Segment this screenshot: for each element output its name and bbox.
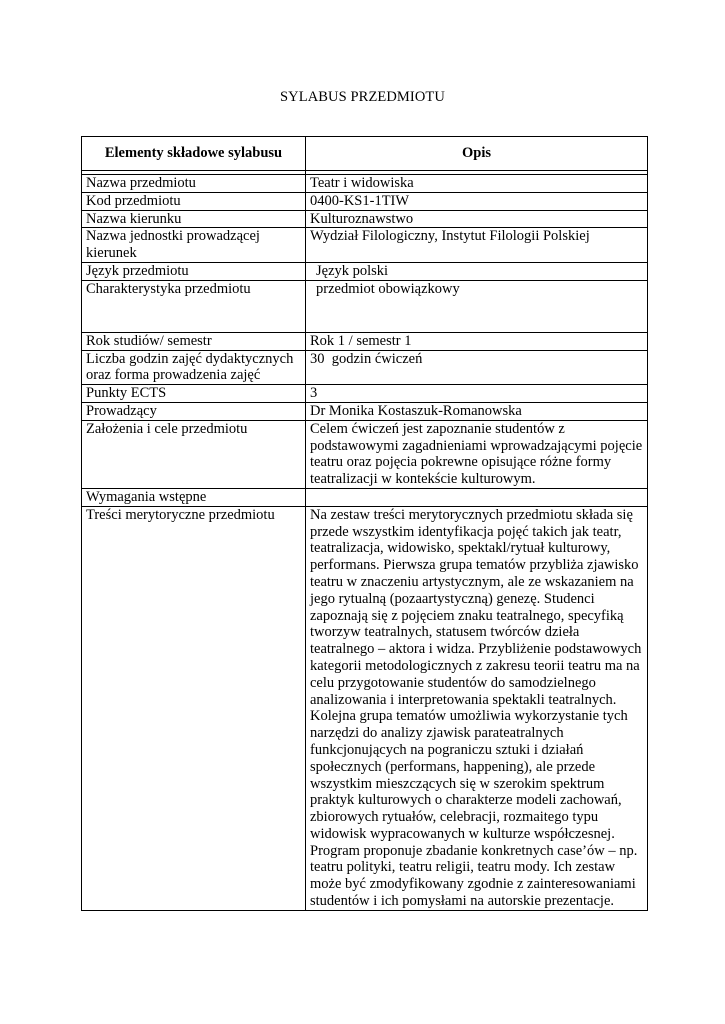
row-label-content: Treści merytoryczne przedmiotu: [82, 506, 306, 910]
row-label-course-name: Nazwa przedmiotu: [82, 175, 306, 193]
row-label-hours: Liczba godzin zajęć dydaktycznych oraz forma prowadzenia zajęć: [82, 350, 306, 385]
table-row: [82, 210, 648, 228]
table-row: [82, 420, 648, 488]
row-label-language: Język przedmiotu: [82, 262, 306, 280]
row-label-unit: Nazwa jednostki prowadzącej kierunek: [82, 228, 306, 263]
row-value-course-name: Teatr i widowiska: [306, 175, 648, 193]
row-value-hours: 30 godzin ćwiczeń: [306, 350, 648, 385]
row-label-lecturer: Prowadzący: [82, 402, 306, 420]
table-row: [82, 228, 648, 263]
row-label-field: Nazwa kierunku: [82, 210, 306, 228]
row-value-unit: Wydział Filologiczny, Instytut Filologii Polskiej: [306, 228, 648, 263]
table-row: [82, 488, 648, 506]
row-value-field: Kulturoznawstwo: [306, 210, 648, 228]
table-row: [82, 262, 648, 280]
row-value-language: Język polski: [306, 262, 648, 280]
row-value-characteristics: przedmiot obowiązkowy: [306, 280, 648, 332]
row-label-characteristics: Charakterystyka przedmiotu: [82, 280, 306, 332]
row-value-ects: 3: [306, 385, 648, 403]
content-paragraph-3: Program proponuje zbadanie konkretnych case’ów – np. teatru polityki, teatru religii, teatru mody. Ich zestaw może być zmodyfikowany zgodnie z zainteresowaniami studentów i ich pomysłami na autorskie prezentacje.: [310, 842, 638, 910]
table-row: [82, 385, 648, 403]
row-label-year-semester: Rok studiów/ semestr: [82, 332, 306, 350]
table-row: [82, 350, 648, 385]
header-elements: Elementy składowe sylabusu: [82, 137, 306, 171]
row-label-ects: Punkty ECTS: [82, 385, 306, 403]
content-paragraph-2: Kolejna grupa tematów umożliwia wykorzystanie tych narzędzi do analizy zjawisk parateatralnych funkcjonujących na pograniczu sztuki i działań społecznych (performans, happening), ale przede wszystkim mieszczących się w szerokim spektrum praktyk kulturowych o charakterze modeli zachowań, zbiorowych rytuałów, celebracji, rozmaitego typu widowisk wypracowanych w kulturze współczesnej.: [310, 708, 628, 842]
row-value-content: [306, 506, 648, 910]
table-row: [82, 280, 648, 332]
content-paragraph-1: Na zestaw treści merytorycznych przedmiotu składa się przede wszystkim identyfikacja pojęć takich jak teatr, teatralizacja, widowisko, spektakl/rytuał kulturowy, performans. Pierwsza grupa tematów przybliża zjawisko teatru w znaczeniu artystycznym, ale ze wskazaniem na jego rytualną (pozaartystyczną) genezę. Studenci zapoznają się z pojęciem znaku teatralnego, specyfiką tworzyw teatralnych, statusem twórców dzieła teatralnego – aktora i widza. Przybliżenie podstawowych kategorii metodologicznych z zakresu teorii teatru ma na celu przygotowanie studentów do samodzielnego analizowania i interpretowania spektakli teatralnych.: [310, 506, 642, 708]
row-value-lecturer: Dr Monika Kostaszuk-Romanowska: [306, 402, 648, 420]
table-row: [82, 402, 648, 420]
row-value-year-semester: Rok 1 / semestr 1: [306, 332, 648, 350]
table-row: [82, 506, 648, 910]
table-row: [82, 175, 648, 193]
table-row: [82, 192, 648, 210]
header-description: Opis: [306, 137, 648, 171]
row-value-course-code: 0400-KS1-1TIW: [306, 192, 648, 210]
row-value-prerequisites: [306, 488, 648, 506]
table-header-row: [82, 137, 648, 171]
row-label-goals: Założenia i cele przedmiotu: [82, 420, 306, 488]
row-label-prerequisites: Wymagania wstępne: [82, 488, 306, 506]
row-value-goals: Celem ćwiczeń jest zapoznanie studentów z podstawowymi zagadnieniami wprowadzającymi pojęcie teatru oraz pojęcia pokrewne opisujące różne formy teatralizacji w kontekście kulturowym.: [306, 420, 648, 488]
table-row: [82, 332, 648, 350]
syllabus-table: [81, 136, 648, 911]
page-title: SYLABUS PRZEDMIOTU: [280, 89, 445, 105]
row-label-course-code: Kod przedmiotu: [82, 192, 306, 210]
